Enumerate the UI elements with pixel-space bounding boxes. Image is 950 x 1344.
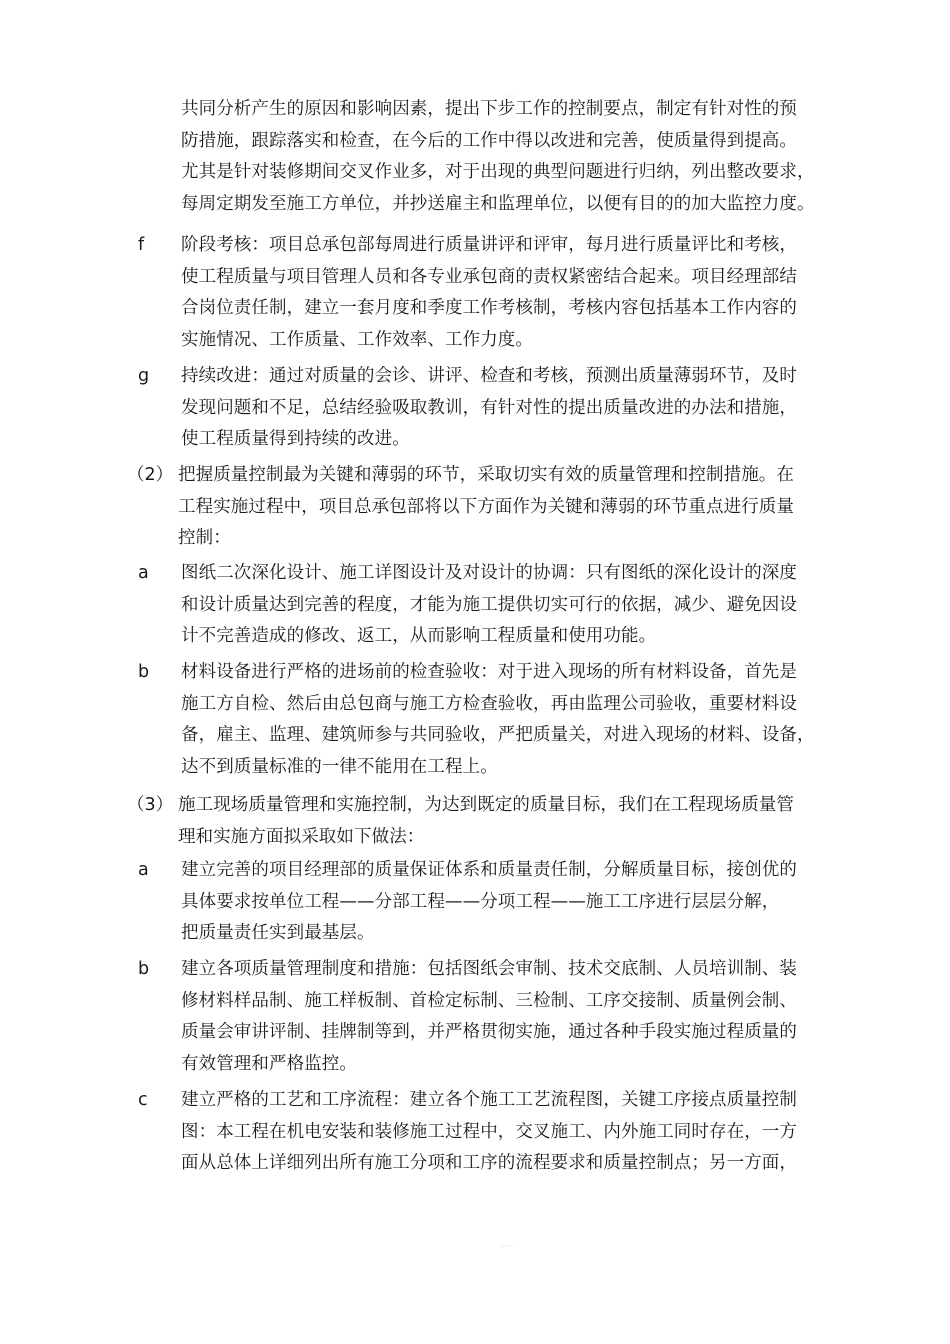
text-line: 建立完善的项目经理部的质量保证体系和质量责任制，分解质量目标，接创优的 — [181, 860, 797, 880]
footer-mark: ······ — [500, 1242, 516, 1251]
text-line: 和设计质量达到完善的程度，才能为施工提供切实可行的依据，减少、避免因设 — [181, 594, 797, 615]
list-marker: g — [138, 366, 150, 386]
text-line: 材料设备进行严格的进场前的检查验收：对于进入现场的所有材料设备，首先是 — [181, 662, 797, 682]
text-line: 使工程质量与项目管理人员和各专业承包商的责权紧密结合起来。项目经理部结 — [181, 266, 797, 287]
text-line: 使工程质量得到持续的改进。 — [181, 429, 410, 449]
text-line: 有效管理和严格监控。 — [181, 1053, 357, 1074]
text-line: 工程实施过程中，项目总承包部将以下方面作为关键和薄弱的环节重点进行质量 — [178, 496, 794, 517]
text-line: 图：本工程在机电安装和装修施工过程中，交叉施工、内外施工同时存在，一方 — [181, 1121, 797, 1142]
list-marker: b — [138, 662, 150, 682]
text-line: 备，雇主、监理、建筑师参与共同验收，严把质量关，对进入现场的材料、设备， — [181, 725, 815, 745]
text-line: 共同分析产生的原因和影响因素，提出下步工作的控制要点，制定有针对性的预 — [181, 99, 797, 119]
list-marker: （2） — [127, 465, 174, 485]
text-line: 施工现场质量管理和实施控制，为达到既定的质量目标，我们在工程现场质量管 — [178, 795, 794, 815]
text-line: 发现问题和不足，总结经验吸取教训，有针对性的提出质量改进的办法和措施， — [181, 397, 797, 418]
text-line: 计不完善造成的修改、返工，从而影响工程质量和使用功能。 — [181, 626, 657, 646]
text-line: 面从总体上详细列出所有施工分项和工序的流程要求和质量控制点；另一方面， — [181, 1153, 797, 1173]
text-line: 具体要求按单位工程——分部工程——分项工程——施工工序进行层层分解， — [181, 891, 780, 912]
text-line: 把握质量控制最为关键和薄弱的环节，采取切实有效的质量管理和控制措施。在 — [178, 465, 794, 485]
list-marker: a — [138, 860, 149, 880]
text-line: 控制： — [178, 528, 231, 548]
list-marker: b — [138, 959, 150, 979]
text-line: 修材料样品制、施工样板制、首检定标制、三检制、工序交接制、质量例会制、 — [181, 990, 797, 1011]
header-mark: ···· — [505, 92, 516, 101]
text-line: 合岗位责任制，建立一套月度和季度工作考核制，考核内容包括基本工作内容的 — [181, 298, 797, 318]
text-line: 每周定期发至施工方单位，并抄送雇主和监理单位，以便有目的的加大监控力度。 — [181, 193, 815, 214]
text-line: 质量会审讲评制、挂牌制等到，并严格贯彻实施，通过各种手段实施过程质量的 — [181, 1022, 797, 1042]
text-line: 建立严格的工艺和工序流程：建立各个施工工艺流程图，关键工序接点质量控制 — [181, 1090, 797, 1110]
list-marker: c — [138, 1090, 148, 1110]
text-line: 建立各项质量管理制度和措施：包括图纸会审制、技术交底制、人员培训制、装 — [181, 959, 797, 979]
text-line: 尤其是针对装修期间交叉作业多，对于出现的典型问题进行归纳，列出整改要求， — [181, 162, 815, 182]
text-line: 达不到质量标准的一律不能用在工程上。 — [181, 756, 498, 777]
text-line: 把质量责任实到最基层。 — [181, 923, 375, 943]
text-line: 实施情况、工作质量、工作效率、工作力度。 — [181, 329, 533, 350]
list-marker: （3） — [127, 795, 174, 815]
list-marker: f — [138, 235, 145, 255]
text-line: 理和实施方面拟采取如下做法： — [178, 826, 425, 847]
text-line: 持续改进：通过对质量的会诊、讲评、检查和考核，预测出质量薄弱环节，及时 — [181, 366, 797, 386]
list-marker: a — [138, 563, 149, 583]
text-line: 防措施，跟踪落实和检查，在今后的工作中得以改进和完善，使质量得到提高。 — [181, 130, 797, 151]
text-line: 施工方自检、然后由总包商与施工方检查验收，再由监理公司验收，重要材料设 — [181, 693, 797, 714]
text-line: 阶段考核：项目总承包部每周进行质量讲评和评审，每月进行质量评比和考核， — [181, 235, 797, 255]
text-line: 图纸二次深化设计、施工详图设计及对设计的协调：只有图纸的深化设计的深度 — [181, 563, 797, 583]
